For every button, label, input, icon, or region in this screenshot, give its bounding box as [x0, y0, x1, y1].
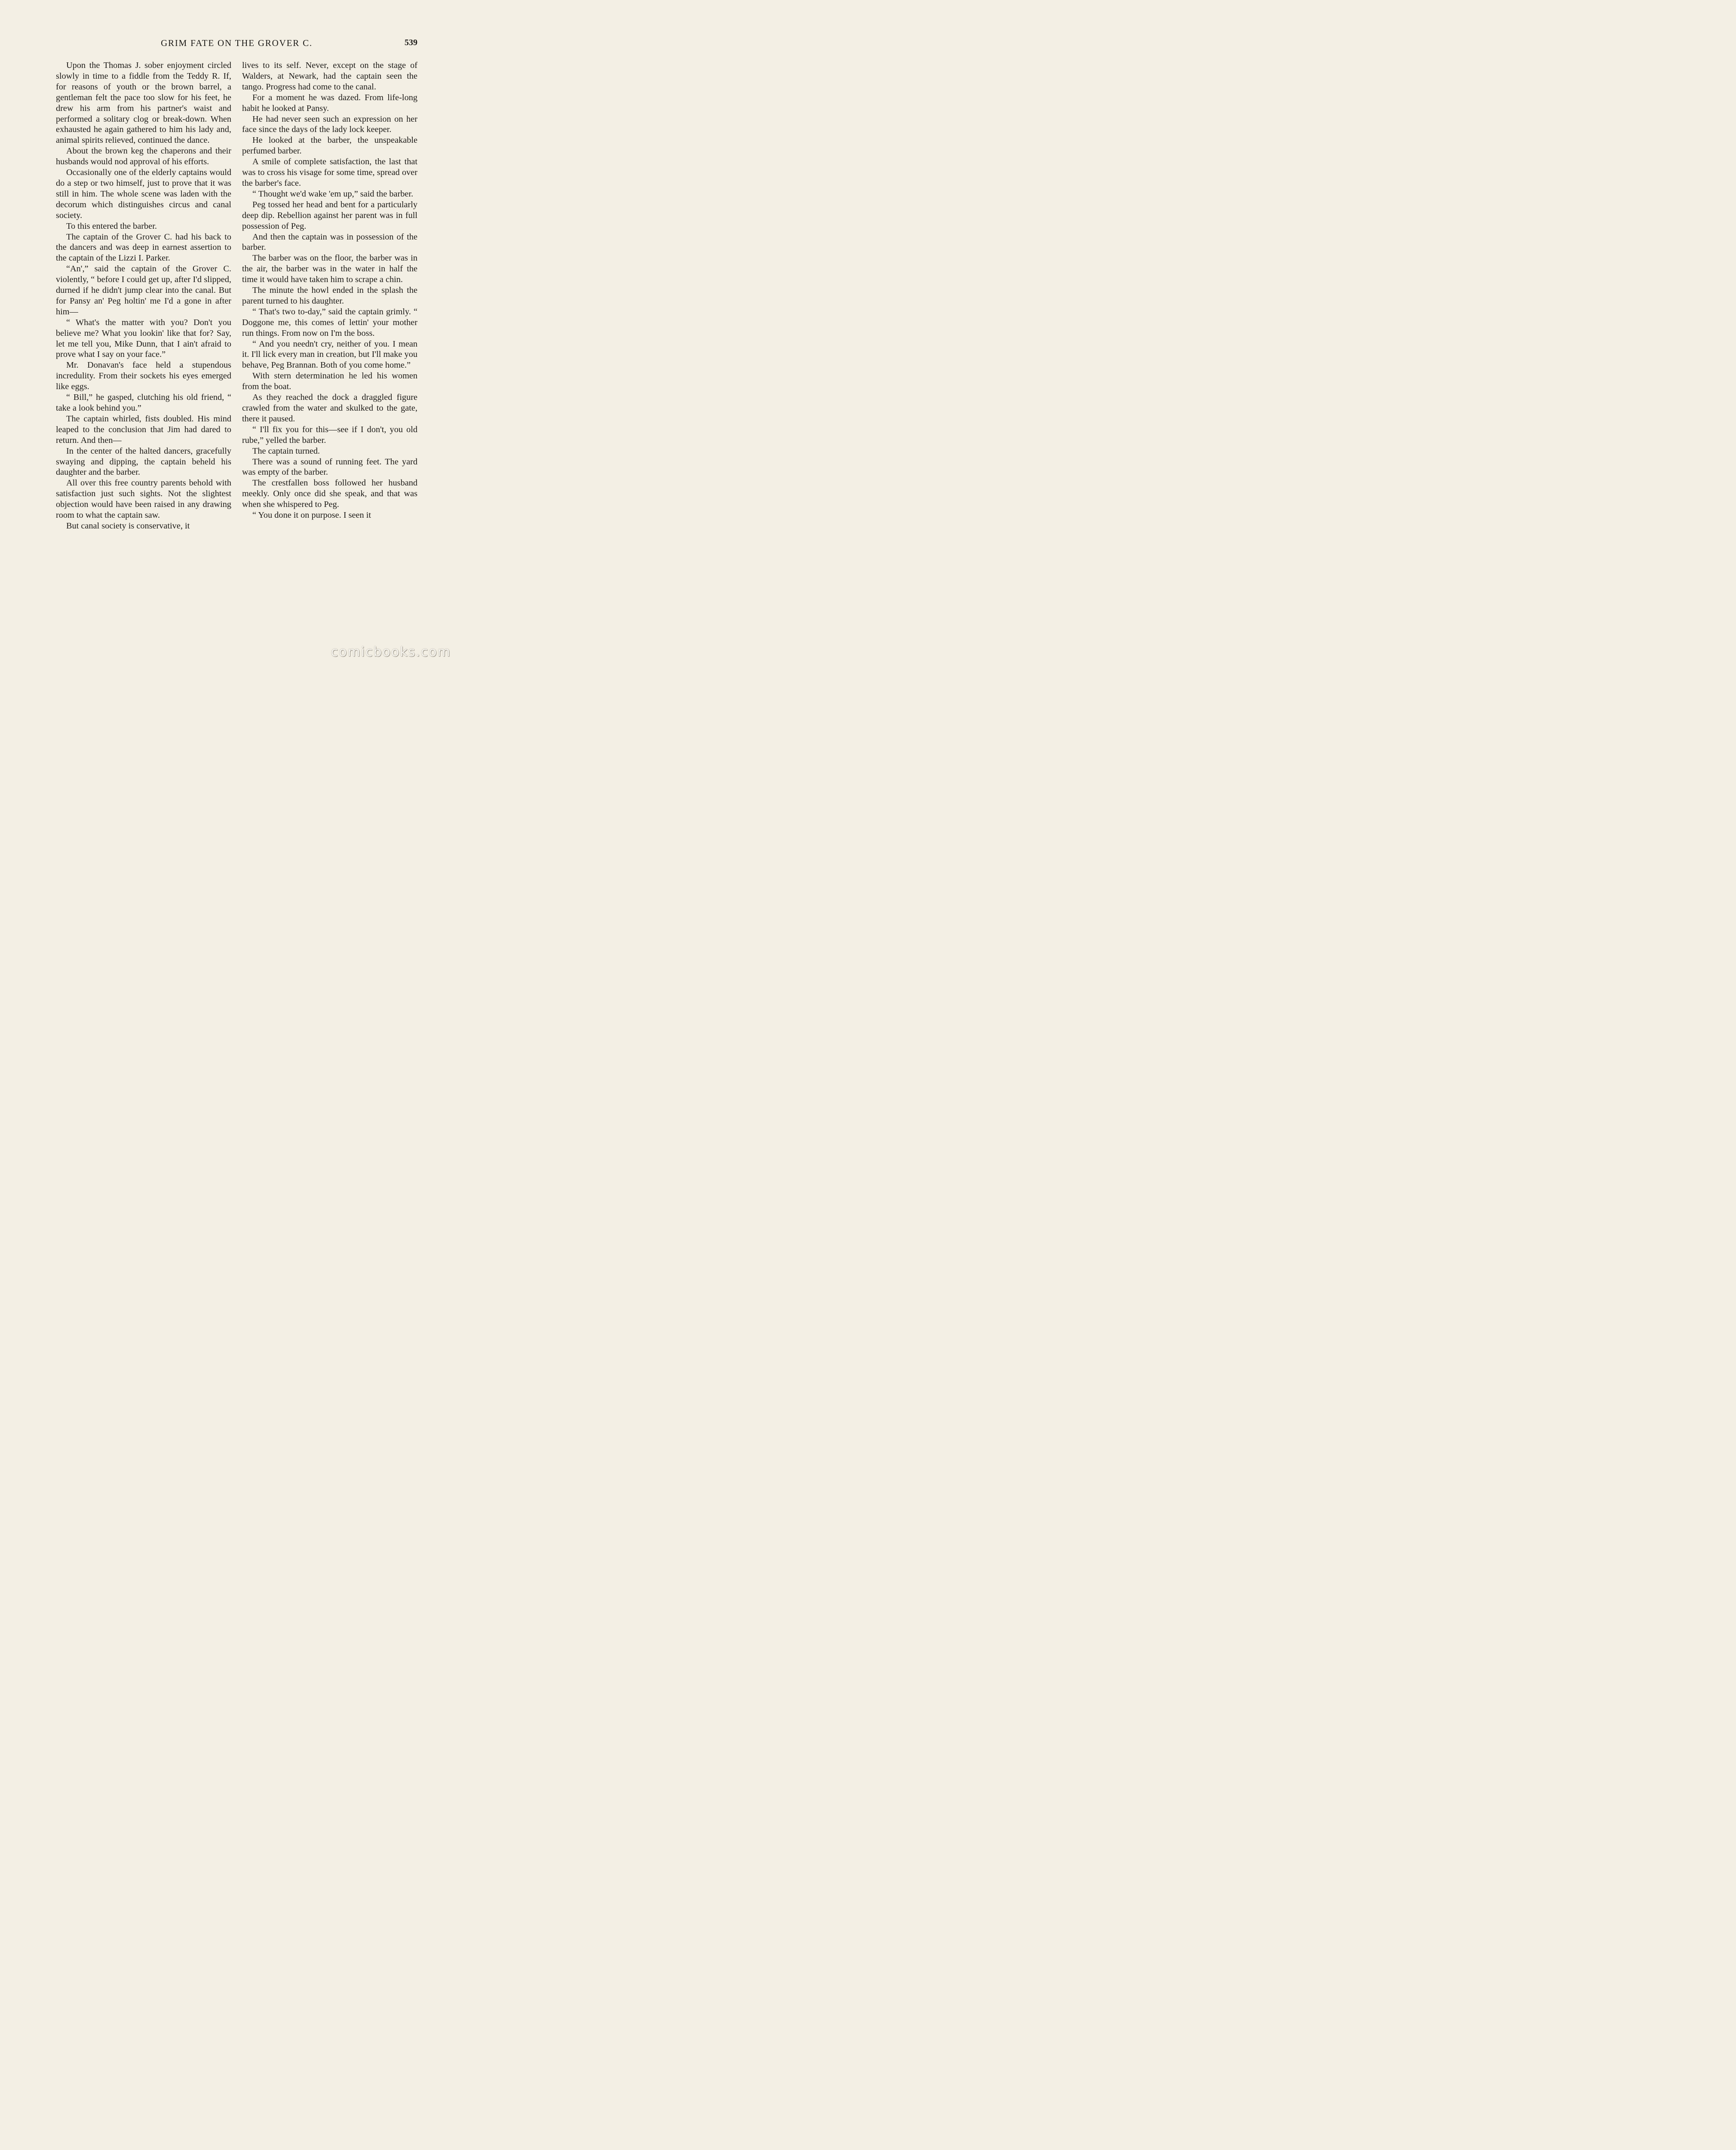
paragraph: With stern determination he led his women from the boat. [242, 371, 417, 392]
paragraph: “ Bill,” he gasped, clutching his old friend, “ take a look behind you.” [56, 393, 231, 413]
paragraph: The captain whirled, fists doubled. His mind leaped to the conclusion that Jim had dared to return. And then— [56, 414, 231, 445]
paragraph: Peg tossed her head and bent for a particularly deep dip. Rebellion against her parent was in full possession of Peg. [242, 200, 417, 231]
paragraph: He had never seen such an expression on her face since the days of the lady lock keeper. [242, 114, 417, 135]
page-header [56, 37, 417, 52]
paragraph: He looked at the barber, the unspeakable perfumed barber. [242, 135, 417, 156]
paragraph: But canal society is conservative, it [66, 521, 190, 531]
paragraph: About the brown keg the chaperons and their husbands would nod approval of his efforts. [56, 146, 231, 167]
magazine-page [0, 0, 468, 674]
paragraph: Occasionally one of the elderly captains would do a step or two himself, just to prove that it was still in him. The whole scene was laden with the decorum which distinguishes circus and canal society. [56, 168, 231, 220]
paragraph: The crestfallen boss followed her husband meekly. Only once did she speak, and that was when she whispered to Peg. [242, 478, 417, 510]
paragraph: As they reached the dock a draggled figure crawled from the water and skulked to the gate, there it paused. [242, 393, 417, 424]
site-watermark: comicbooks.com [331, 645, 451, 660]
paragraph: For a moment he was dazed. From life-long habit he looked at Pansy. [242, 92, 417, 113]
paragraph: And then the captain was in possession of the barber. [242, 232, 417, 252]
paragraph: Mr. Donavan's face held a stupendous incredulity. From their sockets his eyes emerged like eggs. [56, 360, 231, 392]
paragraph: “ Thought we'd wake 'em up,” said the barber. [252, 189, 414, 199]
paragraph: A smile of complete satisfaction, the last that was to cross his visage for some time, spread over the barber's face. [242, 157, 417, 188]
paragraph: The barber was on the floor, the barber was in the air, the barber was in the water in half the time it would have taken him to scrape a chin. [242, 253, 417, 285]
running-title: GRIM FATE ON THE GROVER C. [161, 38, 313, 48]
paragraph: The minute the howl ended in the splash the parent turned to his daughter. [242, 286, 417, 306]
paragraph: “ What's the matter with you? Don't you believe me? What you lookin' like that for? Say, let me tell you, Mike Dunn, that I ain't afraid to prove what I say on your face.” [56, 317, 231, 359]
paragraph: “ That's two to-day,” said the captain grimly. “ Doggone me, this comes of lettin' your mother run things. From now on I'm the boss. [242, 307, 417, 338]
page-number: 539 [405, 38, 417, 47]
left-column [56, 60, 231, 531]
paragraph: “ And you needn't cry, neither of you. I mean it. I'll lick every man in creation, but I'll make you behave, Peg Brannan. Both of you come home.” [242, 339, 417, 370]
paragraph: “ You done it on purpose. I seen it [252, 510, 371, 520]
paragraph: “An',” said the captain of the Grover C. violently, “ before I could get up, after I'd slipped, durned if he didn't jump clear into the canal. But for Pansy an' Peg holtin' me I'd a gone in after him— [56, 264, 231, 316]
paragraph: The captain of the Grover C. had his back to the dancers and was deep in earnest assertion to the captain of the Lizzi I. Parker. [56, 232, 231, 263]
paragraph-continuation: lives to its self. Never, except on the stage of Walders, at Newark, had the captain seen the tango. Progress had come to the canal. [242, 61, 417, 92]
paragraph: There was a sound of running feet. The yard was empty of the barber. [242, 457, 417, 477]
paragraph: “ I'll fix you for this—see if I don't, you old rube,” yelled the barber. [242, 424, 417, 445]
paragraph: Upon the Thomas J. sober enjoyment circled slowly in time to a fiddle from the Teddy R. If, for reasons of youth or the brown barrel, a gentleman felt the pace too slow for his feet, he drew his arm from his partner's waist and performed a solitary clog or break-down. When exhausted he again gathered to him his lady and, animal spirits relieved, continued the dance. [56, 61, 231, 145]
paragraph: In the center of the halted dancers, gracefully swaying and dipping, the captain beheld his daughter and the barber. [56, 446, 231, 477]
paragraph: The captain turned. [252, 446, 320, 456]
paragraph: All over this free country parents behold with satisfaction just such sights. Not the slightest objection would have been raised in any drawing room to what the captain saw. [56, 478, 231, 520]
right-column [242, 60, 417, 521]
paragraph: To this entered the barber. [66, 221, 157, 231]
